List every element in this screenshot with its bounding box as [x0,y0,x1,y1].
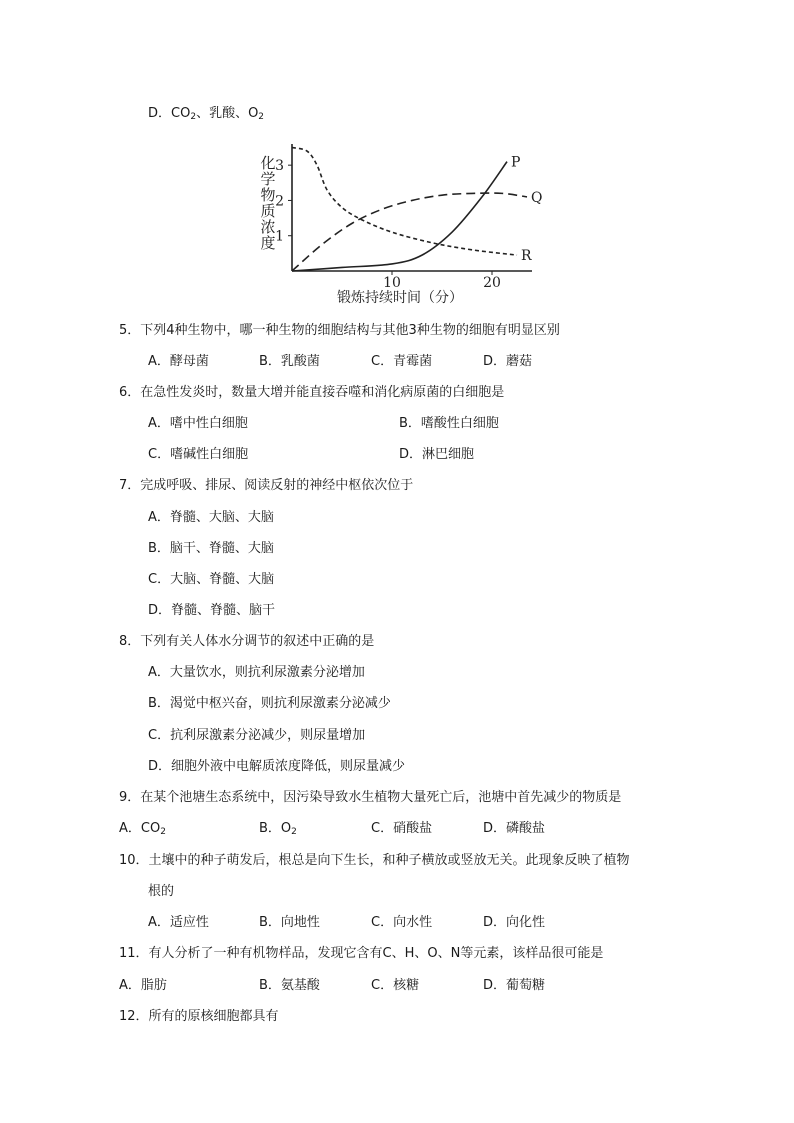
question-8-stem: 8．下列有关人体水分调节的叙述中正确的是 [119,634,375,649]
concentration-chart [250,124,543,309]
question-11-stem: 11．有人分析了一种有机物样品，发现它含有C、H、O、N等元素，该样品很可能是 [119,946,604,961]
q7-option-d: D．脊髓、脊髓、脑干 [148,603,276,618]
question-7-stem: 7．完成呼吸、排尿、阅读反射的神经中枢依次位于 [119,478,414,493]
question-5-stem: 5．下列4种生物中，哪一种生物的细胞结构与其他3种生物的细胞有明显区别 [119,323,560,338]
question-6-stem: 6．在急性发炎时，数量大增并能直接吞噬和消化病原菌的白细胞是 [119,385,505,400]
q10-option-b: B．向地性 [259,915,320,930]
series-label-P: P [511,154,521,171]
series-line-R [292,148,517,256]
q6-option-d: D．淋巴细胞 [399,447,475,462]
q5-option-c: C．青霉菌 [371,354,433,369]
q10-option-c: C．向水性 [371,915,433,930]
y-label-char: 度 [260,234,276,252]
y-axis-label [260,154,275,252]
q5-option-b: B．乳酸菌 [259,354,320,369]
question-10-stem-cont: 根的 [148,884,175,899]
q6-option-a: A．嗜中性白细胞 [148,416,248,431]
series-label-R: R [521,248,532,265]
y-tick-label: 3 [275,158,284,175]
y-tick-label: 1 [275,228,284,245]
q7-option-c: C．大脑、脊髓、大脑 [148,572,275,587]
q7-option-b: B．脑干、脊髓、大脑 [148,541,274,556]
q5-option-a: A．酵母菌 [148,354,209,369]
y-label-char: 浓 [260,218,276,236]
question-9-stem: 9．在某个池塘生态系统中，因污染导致水生植物大量死亡后，池塘中首先减少的物质是 [119,790,622,805]
q4-option-d: D．$CO_2$、乳酸、$O_2$ [148,106,265,122]
q5-option-d: D．蘑菇 [483,354,533,369]
y-label-char: 物 [260,186,276,204]
q10-option-d: D．向化性 [483,915,546,930]
q6-option-c: C．嗜碱性白细胞 [148,447,249,462]
y-label-char: 学 [260,170,276,188]
q11-option-c: C．核糖 [371,978,420,993]
q11-option-a: A．脂肪 [119,978,167,993]
q10-option-a: A．适应性 [148,915,209,930]
q11-option-d: D．葡萄糖 [483,978,546,993]
question-10-stem: 10．土壤中的种子萌发后，根总是向下生长，和种子横放或竖放无关。此现象反映了植物 [119,853,630,868]
q11-option-b: B．氨基酸 [259,978,320,993]
q8-option-c: C．抗利尿激素分泌减少，则尿量增加 [148,728,366,743]
q8-option-b: B．渴觉中枢兴奋，则抗利尿激素分泌减少 [148,696,391,711]
series-line-P [292,162,507,271]
q9-option-a: A．$CO_2$ [119,821,166,837]
q6-option-b: B．嗜酸性白细胞 [399,416,499,431]
series-label-Q: Q [531,189,543,206]
q8-option-d: D．细胞外液中电解质浓度降低，则尿量减少 [148,759,406,774]
x-tick-label: 20 [483,275,501,291]
q8-option-a: A．大量饮水，则抗利尿激素分泌增加 [148,665,365,680]
series-line-Q [292,193,527,271]
y-label-char: 化 [260,154,276,172]
y-tick-label: 2 [275,193,284,210]
y-label-char: 质 [260,202,276,220]
q9-option-c: C．硝酸盐 [371,821,433,836]
x-axis-label: 锻炼持续时间（分） [337,290,463,306]
q9-option-b: B．$O_2$ [259,821,297,837]
x-tick-label: 10 [383,275,401,291]
q7-option-a: A．脊髓、大脑、大脑 [148,510,274,525]
q9-option-d: D．磷酸盐 [483,821,546,836]
question-12-stem: 12．所有的原核细胞都具有 [119,1009,279,1024]
